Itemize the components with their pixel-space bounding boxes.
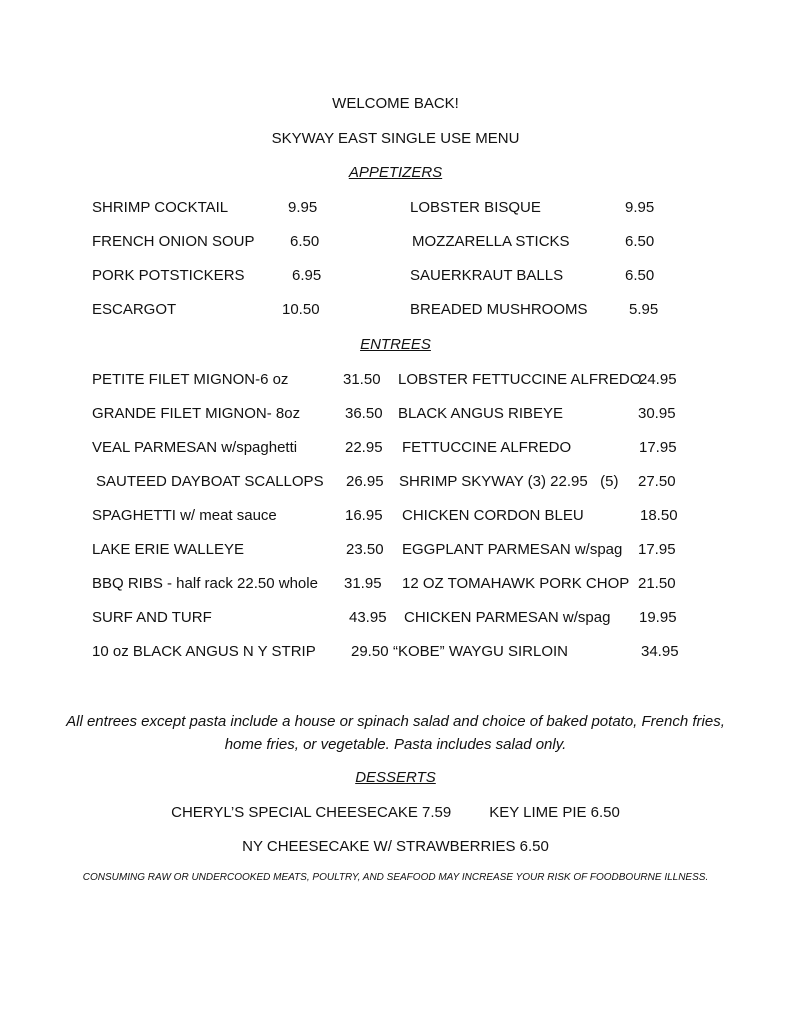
item-price: 31.50 bbox=[343, 371, 381, 388]
appetizers-heading: APPETIZERS bbox=[348, 164, 443, 181]
item-name: 10 oz BLACK ANGUS N Y STRIP bbox=[92, 643, 316, 660]
disclaimer: CONSUMING RAW OR UNDERCOOKED MEATS, POULTRY, AND SEAFOOD MAY INCREASE YOUR RISK OF FOODBOURNE ILLNESS. bbox=[82, 872, 709, 883]
welcome-heading: WELCOME BACK! bbox=[332, 95, 459, 112]
appetizer-item bbox=[92, 300, 332, 320]
entree-item bbox=[404, 608, 694, 628]
item-price: 43.95 bbox=[349, 609, 387, 626]
item-price: 6.50 bbox=[625, 267, 655, 284]
item-name: MOZZARELLA STICKS bbox=[412, 233, 570, 250]
item-price: 5.95 bbox=[629, 301, 659, 318]
item-price: 6.50 bbox=[625, 233, 655, 250]
item-price: 6.95 bbox=[292, 267, 322, 284]
entree-item bbox=[92, 472, 392, 492]
item-name: CHICKEN CORDON BLEU bbox=[402, 507, 584, 524]
item-name: EGGPLANT PARMESAN w/spag bbox=[402, 541, 623, 558]
item-name: SAUERKRAUT BALLS bbox=[410, 267, 564, 284]
item-price: 17.95 bbox=[639, 439, 677, 456]
appetizer-item bbox=[412, 232, 672, 252]
item-name: PETITE FILET MIGNON-6 oz bbox=[92, 371, 289, 388]
item-name: ESCARGOT bbox=[92, 301, 177, 318]
item-name: FRENCH ONION SOUP bbox=[92, 233, 255, 250]
entree-item bbox=[398, 404, 688, 424]
item-price: 27.50 bbox=[638, 473, 676, 490]
item-price: 19.95 bbox=[639, 609, 677, 626]
menu-title: SKYWAY EAST SINGLE USE MENU bbox=[271, 130, 520, 147]
dessert-item: KEY LIME PIE 6.50 bbox=[489, 804, 620, 821]
entree-item bbox=[402, 574, 692, 594]
item-name: BBQ RIBS - half rack 22.50 whole bbox=[92, 575, 318, 592]
item-price: 29.50 bbox=[351, 643, 389, 660]
appetizer-item bbox=[410, 266, 670, 286]
entree-item bbox=[398, 370, 688, 390]
item-price: 9.95 bbox=[288, 199, 318, 216]
entrees-heading: ENTREES bbox=[360, 336, 431, 353]
item-name: CHICKEN PARMESAN w/spag bbox=[404, 609, 611, 626]
entree-item bbox=[92, 506, 392, 526]
item-price: 30.95 bbox=[638, 405, 676, 422]
entree-item bbox=[402, 506, 692, 526]
item-name: FETTUCCINE ALFREDO bbox=[402, 439, 572, 456]
item-name: GRANDE FILET MIGNON- 8oz bbox=[92, 405, 301, 422]
dessert-line-1 bbox=[0, 803, 791, 823]
item-price: 22.95 bbox=[345, 439, 383, 456]
item-name: SURF AND TURF bbox=[92, 609, 212, 626]
item-name: SPAGHETTI w/ meat sauce bbox=[92, 507, 277, 524]
item-name: SHRIMP COCKTAIL bbox=[92, 199, 229, 216]
entree-item bbox=[402, 438, 692, 458]
appetizer-item bbox=[92, 232, 332, 252]
entree-item bbox=[393, 642, 693, 662]
item-price: 31.95 bbox=[344, 575, 382, 592]
entree-item bbox=[92, 540, 392, 560]
entree-item bbox=[402, 540, 692, 560]
item-price: 16.95 bbox=[345, 507, 383, 524]
entree-item bbox=[92, 404, 392, 424]
entree-note: All entrees except pasta include a house or spinach salad and choice of baked potato, French fries, home fries, or vegetable. Pasta includes salad only. bbox=[66, 713, 725, 753]
item-name: SHRIMP SKYWAY (3) 22.95 (5) bbox=[399, 473, 619, 490]
item-price: 26.95 bbox=[346, 473, 384, 490]
item-price: 6.50 bbox=[290, 233, 320, 250]
item-price: 9.95 bbox=[625, 199, 655, 216]
desserts-heading: DESSERTS bbox=[355, 769, 436, 786]
item-name: LAKE ERIE WALLEYE bbox=[92, 541, 245, 558]
item-name: VEAL PARMESAN w/spaghetti bbox=[92, 439, 298, 456]
entree-item bbox=[92, 642, 392, 662]
item-name: LOBSTER FETTUCCINE ALFREDO bbox=[398, 371, 642, 388]
item-price: 10.50 bbox=[282, 301, 320, 318]
item-name: “KOBE” WAYGU SIRLOIN bbox=[393, 643, 569, 660]
item-name: BREADED MUSHROOMS bbox=[410, 301, 588, 318]
appetizer-item bbox=[410, 198, 670, 218]
appetizer-item bbox=[410, 300, 670, 320]
item-price: 24.95 bbox=[639, 371, 677, 388]
entree-item bbox=[399, 472, 689, 492]
item-price: 21.50 bbox=[638, 575, 676, 592]
item-name: BLACK ANGUS RIBEYE bbox=[398, 405, 564, 422]
entree-item bbox=[92, 608, 392, 628]
item-price: 23.50 bbox=[346, 541, 384, 558]
entree-item bbox=[92, 574, 392, 594]
dessert-line-2: NY CHEESECAKE W/ STRAWBERRIES 6.50 bbox=[242, 838, 549, 855]
item-name: SAUTEED DAYBOAT SCALLOPS bbox=[96, 473, 324, 490]
entree-item bbox=[92, 438, 392, 458]
item-price: 17.95 bbox=[638, 541, 676, 558]
appetizer-item bbox=[92, 266, 332, 286]
item-price: 18.50 bbox=[640, 507, 678, 524]
dessert-item: CHERYL’S SPECIAL CHEESECAKE 7.59 bbox=[171, 804, 452, 821]
item-name: LOBSTER BISQUE bbox=[410, 199, 541, 216]
appetizer-item bbox=[92, 198, 332, 218]
entree-item bbox=[92, 370, 392, 390]
item-price: 34.95 bbox=[641, 643, 679, 660]
item-price: 36.50 bbox=[345, 405, 383, 422]
item-name: 12 OZ TOMAHAWK PORK CHOP bbox=[402, 575, 630, 592]
item-name: PORK POTSTICKERS bbox=[92, 267, 245, 284]
